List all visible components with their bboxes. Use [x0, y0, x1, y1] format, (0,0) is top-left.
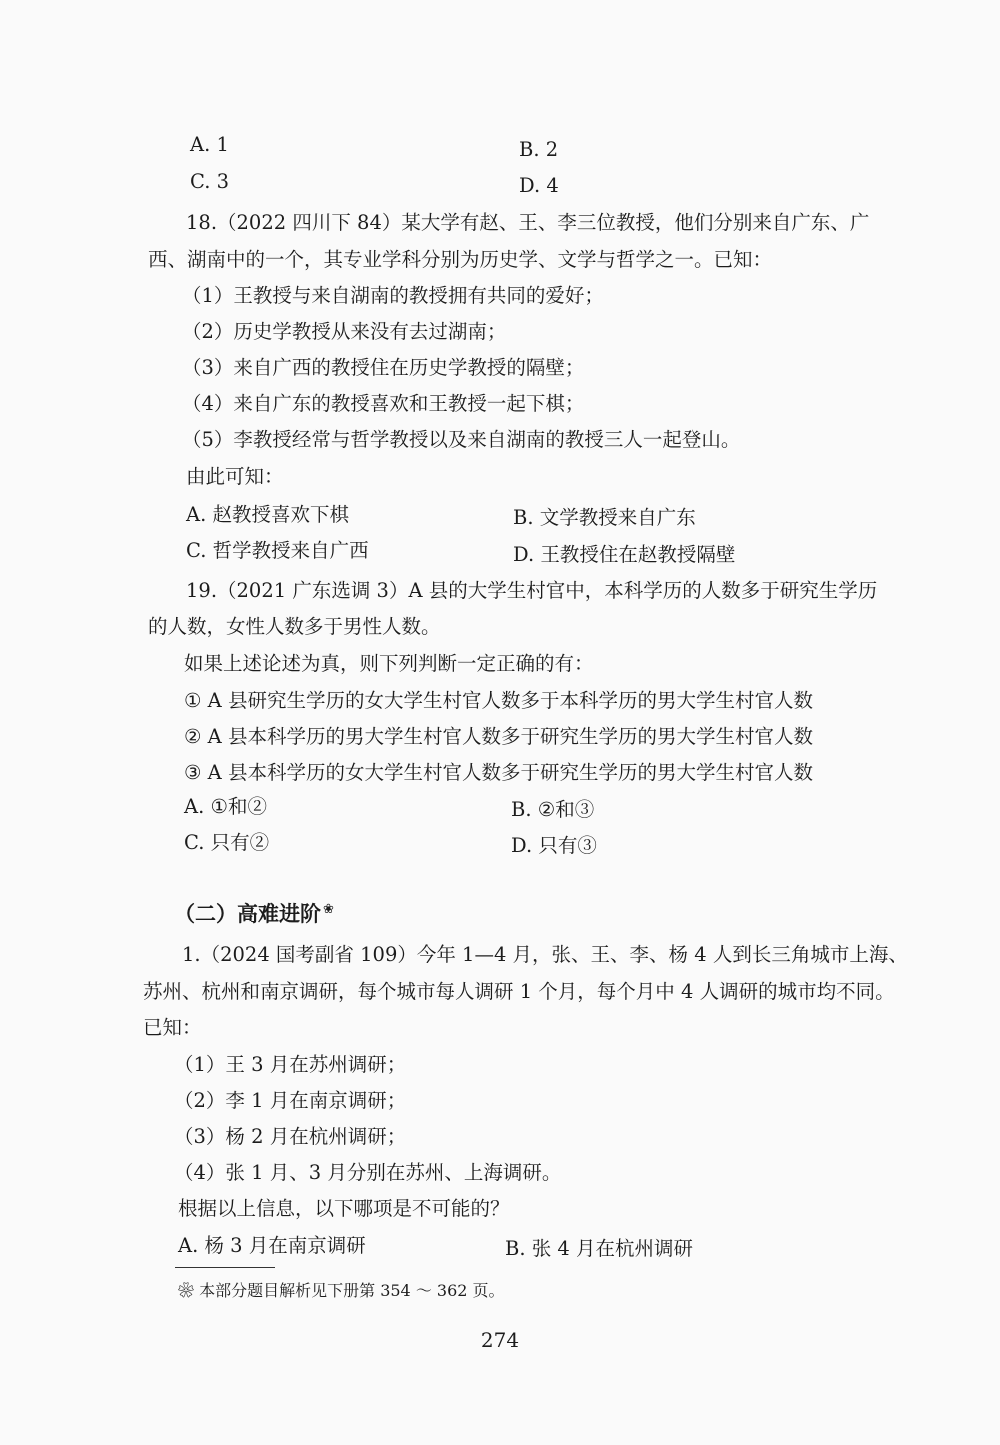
q18-condition-3: （3）来自广西的教授住在历史学教授的隔壁；: [182, 356, 585, 379]
q19-statement-2: ② A 县本科学历的男大学生村官人数多于研究生学历的男大学生村官人数: [184, 725, 813, 748]
q18-option-b: B. 文学教授来自广东: [513, 506, 696, 529]
q17-option-d: D. 4: [519, 174, 559, 197]
q19-statement-3: ③ A 县本科学历的女大学生村官人数多于研究生学历的男大学生村官人数: [184, 761, 813, 784]
q18-stem-line2: 西、湖南中的一个，其专业学科分别为历史学、文学与哲学之一。已知：: [148, 248, 773, 271]
footnote-divider: [175, 1267, 275, 1268]
q18-condition-4: （4）来自广东的教授喜欢和王教授一起下棋；: [182, 392, 585, 415]
q1-option-a: A. 杨 3 月在南京调研: [178, 1234, 366, 1257]
q1-condition-1: （1）王 3 月在苏州调研；: [174, 1053, 407, 1076]
q19-option-d: D. 只有③: [511, 834, 597, 857]
q19-stem-line1: 19.（2021 广东选调 3）A 县的大学生村官中，本科学历的人数多于研究生学历: [186, 579, 878, 602]
q1-option-b: B. 张 4 月在杭州调研: [505, 1237, 694, 1260]
footnote-text: 本部分题目解析见下册第 354 ～ 362 页。: [199, 1281, 505, 1300]
q1-condition-2: （2）李 1 月在南京调研；: [174, 1089, 407, 1112]
q19-statement-1: ① A 县研究生学历的女大学生村官人数多于本科学历的男大学生村官人数: [184, 689, 813, 712]
q17-option-a: A. 1: [190, 133, 229, 156]
page-number: 274: [480, 1328, 520, 1352]
q19-option-a: A. ①和②: [184, 795, 267, 818]
section-heading: [174, 898, 334, 928]
q19-stem-line2: 的人数，女性人数多于男性人数。: [148, 615, 441, 638]
q1-question: 根据以上信息，以下哪项是不可能的？: [178, 1197, 510, 1220]
q1-condition-4: （4）张 1 月、3 月分别在苏州、上海调研。: [174, 1161, 562, 1184]
footnote-mark-icon: ❀: [323, 902, 334, 917]
q18-option-d: D. 王教授住在赵教授隔壁: [513, 543, 736, 566]
q18-condition-5: （5）李教授经常与哲学教授以及来自湖南的教授三人一起登山。: [182, 428, 741, 451]
section-title: （二）高难进阶: [174, 902, 321, 926]
q18-question: 由此可知：: [186, 465, 284, 488]
q1-stem-line1: 1.（2024 国考副省 109）今年 1—4 月，张、王、李、杨 4 人到长三角城市上海、: [182, 943, 908, 966]
q17-option-b: B. 2: [519, 138, 559, 161]
q19-option-b: B. ②和③: [511, 798, 595, 821]
q1-stem-line3: 已知：: [143, 1016, 202, 1039]
q17-option-c: C. 3: [190, 170, 230, 193]
q19-option-c: C. 只有②: [184, 831, 270, 854]
q1-stem-line2: 苏州、杭州和南京调研，每个城市每人调研 1 个月，每个月中 4 人调研的城市均不同。: [143, 980, 895, 1003]
q1-condition-3: （3）杨 2 月在杭州调研；: [174, 1125, 407, 1148]
q19-question: 如果上述论述为真，则下列判断一定正确的有：: [184, 652, 594, 675]
footnote: [178, 1278, 505, 1301]
q18-option-a: A. 赵教授喜欢下棋: [186, 503, 349, 526]
q18-condition-1: （1）王教授与来自湖南的教授拥有共同的爱好；: [182, 284, 604, 307]
q18-condition-2: （2）历史学教授从来没有去过湖南；: [182, 320, 507, 343]
q18-stem-line1: 18.（2022 四川下 84）某大学有赵、王、李三位教授，他们分别来自广东、广: [186, 211, 870, 234]
footnote-icon: ❀: [178, 1281, 195, 1300]
q18-option-c: C. 哲学教授来自广西: [186, 539, 369, 562]
